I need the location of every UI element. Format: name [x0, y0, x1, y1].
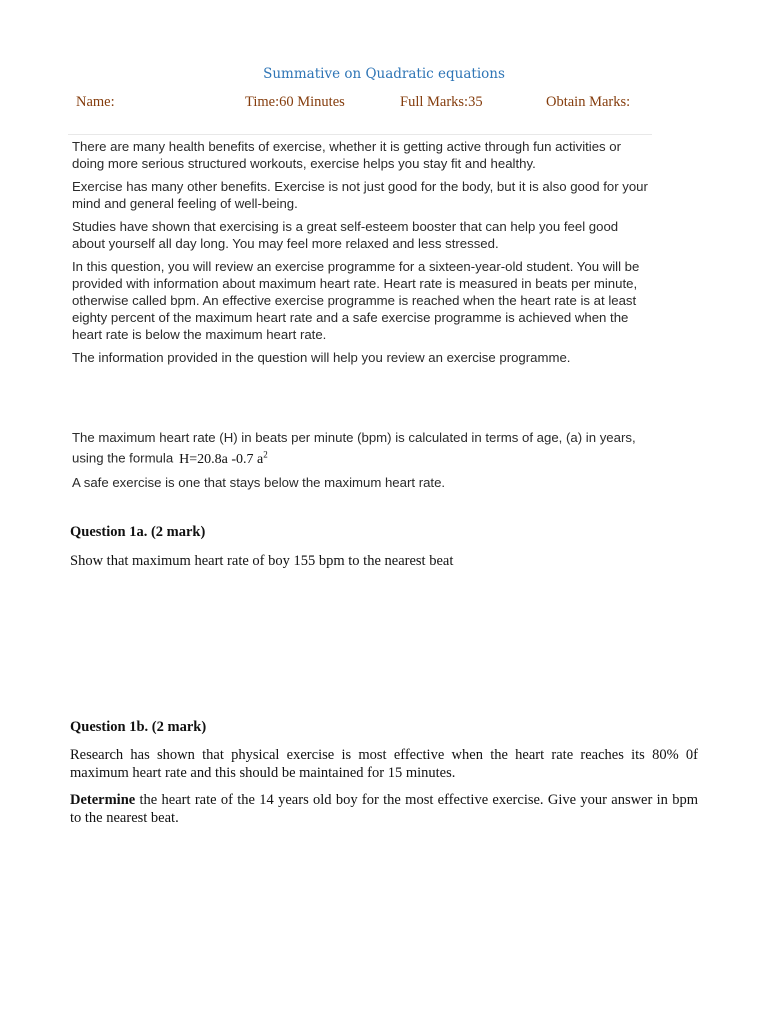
safe-exercise-note: A safe exercise is one that stays below the maximum heart rate.	[72, 474, 446, 490]
intro-paragraph: There are many health benefits of exercise, whether it is getting active through fun activities or doing more serious structured workouts, exercise helps you stay fit and healthy.	[72, 139, 622, 171]
intro-paragraph: The information provided in the question will help you review an exercise programme.	[72, 350, 571, 365]
question-1b-text	[70, 746, 698, 836]
obtain-marks-label: Obtain Marks:	[546, 94, 631, 110]
time-label: Time:60 Minutes	[245, 94, 345, 110]
intro-paragraph: Exercise has many other benefits. Exercise is not just good for the body, but it is also good for your mind and general feeling of well-being.	[72, 179, 648, 211]
name-label: Name:	[76, 94, 115, 110]
question-1b-heading: Question 1b. (2 mark)	[70, 719, 207, 735]
question-1b-paragraph: Research has shown that physical exercise is most effective when the heart rate reaches its 80% 0f maximum heart rate and this should be maintained for 15 minutes.	[70, 747, 698, 781]
question-1b-determine: Determine the heart rate of the 14 years old boy for the most effective exercise. Give your answer in bpm to the nearest beat.	[70, 792, 698, 826]
formula-intro-line: The maximum heart rate (H) in beats per minute (bpm) is calculated in terms of age, (a) in years, using the formula H=20.8a -0.7 $a^2$	[72, 430, 636, 467]
intro-paragraph: Studies have shown that exercising is a great self-esteem booster that can help you feel good about yourself all day long. You may feel more relaxed and less stressed.	[72, 219, 619, 251]
page-title: Summative on Quadratic equations	[263, 66, 505, 82]
question-1a-text: Show that maximum heart rate of boy 155 bpm to the nearest beat	[70, 553, 454, 569]
full-marks-label: Full Marks:35	[400, 94, 483, 110]
intro-text	[72, 138, 650, 372]
formula-block	[72, 429, 650, 497]
question-1a-heading: Question 1a. (2 mark)	[70, 524, 206, 540]
heart-rate-formula: H=20.8a -0.7 $a^2$	[179, 449, 268, 467]
intro-paragraph: In this question, you will review an exercise programme for a sixteen-year-old student. You will be provided with information about maximum heart rate. Heart rate is measured in beats per minute, otherwise called bpm. An effective exercise programme is reached when the heart rate is at least eighty percent of the maximum heart rate and a safe exercise programme is achieved when the heart rate is below the maximum heart rate.	[72, 259, 640, 342]
